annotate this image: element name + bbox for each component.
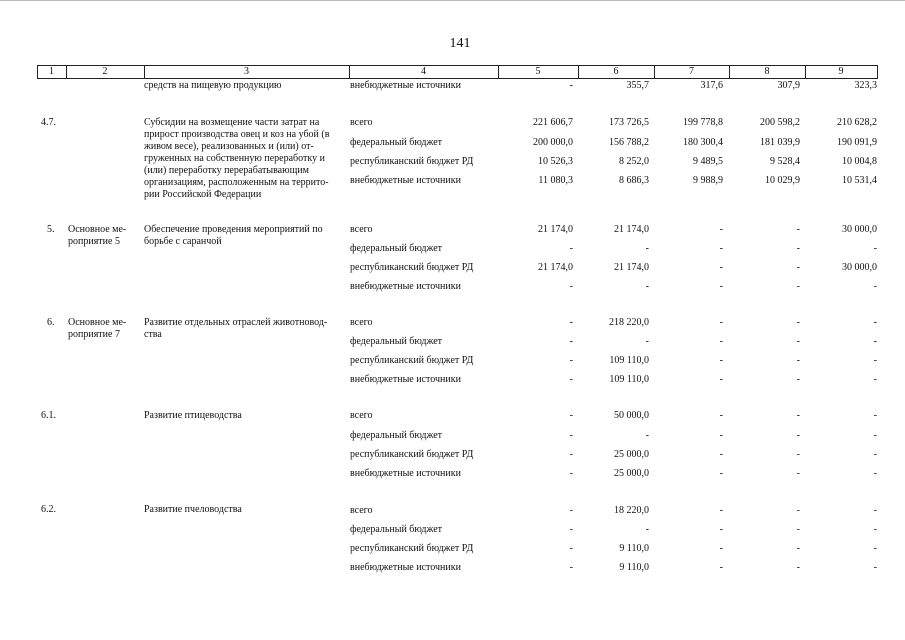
col-header-9: 9	[838, 66, 844, 77]
carry-val-5: -	[569, 80, 573, 91]
source-label: федеральный бюджет	[350, 336, 443, 347]
desc-line: (или) переработку перерабатывающим	[144, 165, 309, 176]
value-cell: -	[719, 317, 723, 328]
scan-edge	[0, 0, 905, 1]
value-cell: -	[569, 468, 573, 479]
event-label: роприятие 5	[68, 236, 120, 247]
desc-line: Обеспечение проведения мероприятий по	[144, 224, 323, 235]
value-cell: 9 489,5	[693, 156, 723, 167]
value-cell: 156 788,2	[609, 137, 649, 148]
value-cell: -	[719, 243, 723, 254]
carry-val-6: 355,7	[626, 80, 649, 91]
carry-val-9: 323,3	[854, 80, 877, 91]
value-cell: 109 110,0	[609, 374, 649, 385]
value-cell: -	[873, 243, 877, 254]
value-cell: -	[569, 410, 573, 421]
desc-line: Субсидии на возмещение части затрат на	[144, 117, 320, 128]
value-cell: 8 252,0	[619, 156, 649, 167]
value-cell: -	[796, 336, 800, 347]
value-cell: -	[796, 262, 800, 273]
col-header-1: 1	[49, 66, 54, 77]
value-cell: -	[719, 430, 723, 441]
value-cell: -	[873, 468, 877, 479]
value-cell: 109 110,0	[609, 355, 649, 366]
value-cell: -	[873, 410, 877, 421]
value-cell: 21 174,0	[538, 224, 573, 235]
value-cell: -	[569, 524, 573, 535]
value-cell: -	[569, 355, 573, 366]
source-label: федеральный бюджет	[350, 243, 443, 254]
value-cell: -	[719, 336, 723, 347]
value-cell: -	[873, 355, 877, 366]
value-cell: 190 091,9	[837, 137, 877, 148]
value-cell: -	[796, 243, 800, 254]
value-cell: -	[569, 317, 573, 328]
value-cell: -	[719, 524, 723, 535]
source-label: федеральный бюджет	[350, 430, 443, 441]
value-cell: 173 726,5	[609, 117, 649, 128]
source-label: всего	[350, 505, 373, 516]
row-number: 6.	[47, 317, 55, 328]
value-cell: -	[796, 505, 800, 516]
value-cell: -	[796, 224, 800, 235]
value-cell: -	[645, 281, 649, 292]
value-cell: 9 528,4	[770, 156, 800, 167]
value-cell: 8 686,3	[619, 175, 649, 186]
source-label: всего	[350, 410, 373, 421]
source-label: всего	[350, 117, 373, 128]
value-cell: -	[569, 281, 573, 292]
row-number: 5.	[47, 224, 55, 235]
value-cell: -	[873, 317, 877, 328]
col-header-5: 5	[535, 66, 541, 77]
carry-val-8: 307,9	[777, 80, 800, 91]
desc-line: Развитие птицеводства	[144, 410, 242, 421]
value-cell: -	[569, 243, 573, 254]
value-cell: -	[645, 243, 649, 254]
value-cell: -	[796, 430, 800, 441]
value-cell: -	[796, 524, 800, 535]
value-cell: 9 988,9	[693, 175, 723, 186]
desc-line: прирост производства овец и коз на убой (в	[144, 129, 330, 140]
value-cell: -	[873, 562, 877, 573]
value-cell: 210 628,2	[837, 117, 877, 128]
desc-line: груженных на собственную переработку и	[144, 153, 325, 164]
value-cell: 218 220,0	[609, 317, 649, 328]
value-cell: -	[719, 410, 723, 421]
value-cell: 181 039,9	[760, 137, 800, 148]
value-cell: 30 000,0	[842, 224, 877, 235]
header-divider	[877, 65, 878, 79]
value-cell: -	[719, 262, 723, 273]
value-cell: -	[873, 430, 877, 441]
value-cell: 10 004,8	[842, 156, 877, 167]
source-label: республиканский бюджет РД	[350, 262, 474, 273]
source-label: республиканский бюджет РД	[350, 355, 474, 366]
value-cell: 199 778,8	[683, 117, 723, 128]
value-cell: -	[873, 281, 877, 292]
value-cell: -	[569, 336, 573, 347]
header-bottom-rule	[37, 78, 877, 79]
value-cell: -	[719, 505, 723, 516]
desc-line: борьбе с саранчой	[144, 236, 222, 247]
value-cell: -	[645, 524, 649, 535]
carry-val-7: 317,6	[700, 80, 723, 91]
row-number: 4.7.	[41, 117, 56, 128]
value-cell: -	[569, 562, 573, 573]
value-cell: -	[796, 374, 800, 385]
value-cell: -	[719, 449, 723, 460]
value-cell: 25 000,0	[614, 449, 649, 460]
value-cell: 10 029,9	[765, 175, 800, 186]
value-cell: -	[796, 543, 800, 554]
value-cell: -	[873, 449, 877, 460]
row-number: 6.2.	[41, 504, 56, 515]
value-cell: 25 000,0	[614, 468, 649, 479]
source-label: всего	[350, 224, 373, 235]
col-header-6: 6	[613, 66, 619, 77]
event-label: Основное ме-	[68, 317, 127, 328]
value-cell: 11 080,3	[538, 175, 573, 186]
col-header-3: 3	[244, 66, 249, 77]
value-cell: 200 598,2	[760, 117, 800, 128]
source-label: внебюджетные источники	[350, 468, 461, 479]
value-cell: 221 606,7	[533, 117, 573, 128]
event-label: роприятие 7	[68, 329, 120, 340]
value-cell: 10 531,4	[842, 175, 877, 186]
value-cell: -	[719, 374, 723, 385]
source-label: республиканский бюджет РД	[350, 449, 474, 460]
col-header-2: 2	[102, 66, 108, 77]
value-cell: 180 300,4	[683, 137, 723, 148]
value-cell: -	[719, 468, 723, 479]
page-number: 141	[449, 36, 471, 51]
value-cell: -	[796, 562, 800, 573]
value-cell: -	[719, 543, 723, 554]
value-cell: -	[645, 430, 649, 441]
carry-desc: средств на пищевую продукцию	[144, 80, 282, 91]
value-cell: 21 174,0	[538, 262, 573, 273]
value-cell: -	[569, 543, 573, 554]
source-label: республиканский бюджет РД	[350, 156, 474, 167]
desc-line: рии Российской Федерации	[144, 189, 262, 200]
value-cell: -	[873, 374, 877, 385]
value-cell: -	[873, 524, 877, 535]
value-cell: -	[719, 562, 723, 573]
source-label: внебюджетные источники	[350, 562, 461, 573]
value-cell: 18 220,0	[614, 505, 649, 516]
carry-source: внебюджетные источники	[350, 80, 461, 91]
value-cell: -	[569, 430, 573, 441]
value-cell: 200 000,0	[533, 137, 573, 148]
desc-line: Развитие пчеловодства	[144, 504, 242, 515]
value-cell: -	[719, 355, 723, 366]
value-cell: -	[796, 449, 800, 460]
value-cell: -	[569, 374, 573, 385]
value-cell: 9 110,0	[619, 543, 649, 554]
value-cell: 9 110,0	[619, 562, 649, 573]
value-cell: 21 174,0	[614, 262, 649, 273]
value-cell: 21 174,0	[614, 224, 649, 235]
value-cell: -	[796, 317, 800, 328]
value-cell: -	[569, 505, 573, 516]
value-cell: -	[873, 336, 877, 347]
value-cell: -	[719, 224, 723, 235]
col-header-8: 8	[764, 66, 770, 77]
row-number: 6.1.	[41, 410, 56, 421]
value-cell: -	[873, 505, 877, 516]
source-label: внебюджетные источники	[350, 374, 461, 385]
desc-line: организациям, расположенным на террито-	[144, 177, 329, 188]
source-label: всего	[350, 317, 373, 328]
source-label: федеральный бюджет	[350, 524, 443, 535]
source-label: республиканский бюджет РД	[350, 543, 474, 554]
value-cell: -	[569, 449, 573, 460]
value-cell: -	[796, 281, 800, 292]
source-label: федеральный бюджет	[350, 137, 443, 148]
value-cell: -	[873, 543, 877, 554]
event-label: Основное ме-	[68, 224, 127, 235]
value-cell: 10 526,3	[538, 156, 573, 167]
source-label: внебюджетные источники	[350, 281, 461, 292]
value-cell: 30 000,0	[842, 262, 877, 273]
value-cell: -	[796, 468, 800, 479]
value-cell: -	[719, 281, 723, 292]
value-cell: -	[796, 410, 800, 421]
value-cell: 50 000,0	[614, 410, 649, 421]
source-label: внебюджетные источники	[350, 175, 461, 186]
value-cell: -	[645, 336, 649, 347]
desc-line: живом весе), реализованных и (или) от-	[144, 141, 314, 152]
desc-line: ства	[144, 329, 162, 340]
value-cell: -	[796, 355, 800, 366]
col-header-4: 4	[421, 66, 426, 77]
col-header-7: 7	[689, 66, 694, 77]
desc-line: Развитие отдельных отраслей животновод-	[144, 317, 328, 328]
